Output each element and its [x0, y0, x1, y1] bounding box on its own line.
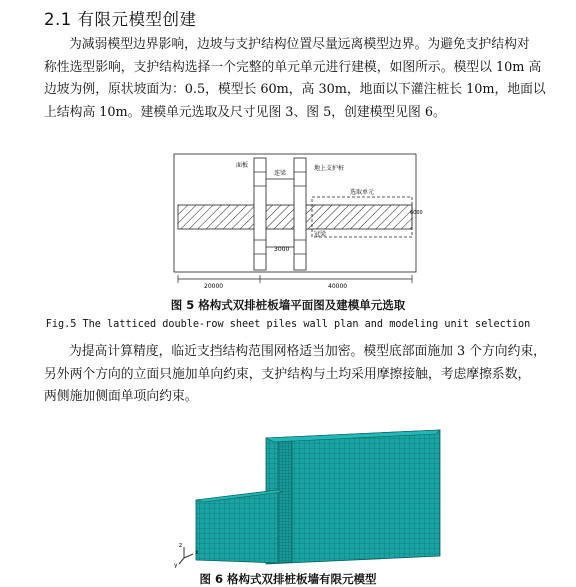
label-dim-3000: 3000 — [274, 246, 290, 253]
paragraph-line: 上结构高 10m。建模单元选取及尺寸见图 3、图 5，创建模型见图 6。 — [44, 104, 446, 120]
figure-6-caption: 图 6 格构式双排桩板墙有限元模型 — [199, 572, 377, 586]
paragraph-line: 边坡为例，原状坡面为：0.5，模型长 60m，高 30m，地面以下灌注桩长 10m，地面以 — [44, 82, 546, 97]
paragraph-line: 为提高计算精度，临近支挡结构范围网格适当加密。模型底部面施加 3 个方向约束， — [69, 344, 546, 359]
axis-label-z: z — [179, 542, 183, 549]
figure-5-caption-english: Fig.5 The latticed double-row sheet piles wall plan and modeling unit selection — [45, 319, 531, 330]
paragraph-model-creation — [44, 34, 558, 124]
section-heading: 2.1 有限元模型创建 — [44, 10, 197, 29]
label-above-ground-pile: 地上支护桩 — [314, 165, 345, 172]
figure-6-fe-model — [174, 428, 444, 568]
figure-5-caption: 图 5 格构式双排桩板墙平面图及建模单元选取 — [170, 298, 406, 312]
paragraph-mesh-constraints — [44, 341, 558, 409]
pile-row-left — [254, 158, 266, 270]
mesh-wall-region — [278, 441, 292, 563]
axis-triad — [174, 542, 199, 568]
axis-label-x: x — [195, 549, 199, 556]
paragraph-line: 为减弱模型边界影响，边坡与支护结构位置尽量远离模型边界。为避免支护结构对 — [69, 37, 530, 52]
paragraph-line: 另外两个方向的立面只施加单向约束，支护结构与土均采用摩擦接触，考虑摩擦系数， — [44, 366, 531, 382]
label-dim-vertical: 6000 — [410, 210, 423, 216]
label-selected-unit: 选取单元 — [350, 189, 375, 196]
label-link-beam: 连梁 — [274, 170, 287, 177]
paragraph-line: 两侧施加侧面单项向约束。 — [44, 389, 198, 404]
pile-row-right — [294, 158, 306, 270]
axis-label-y: y — [174, 562, 178, 568]
label-panel: 面板 — [236, 162, 249, 169]
label-crown-beam: 冠梁 — [314, 231, 327, 238]
label-dim-40000: 40000 — [328, 283, 348, 290]
label-dim-20000: 20000 — [204, 283, 224, 290]
figure-5-plan-drawing — [164, 152, 424, 292]
paragraph-line: 称性选型影响，支护结构选择一个完整的单元单元进行建模，如图所示。模型以 10m 高 — [44, 59, 542, 75]
